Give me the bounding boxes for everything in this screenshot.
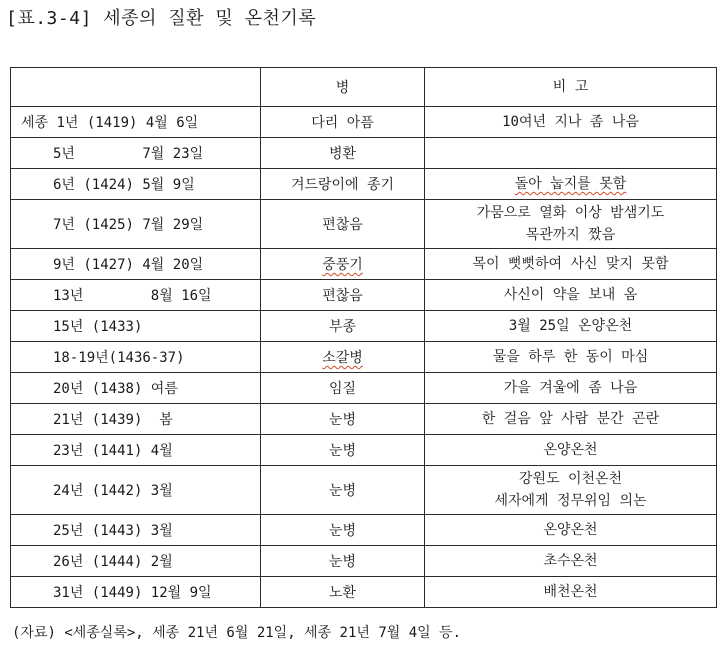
row-illness: 눈병 xyxy=(261,515,425,546)
row-note xyxy=(425,138,717,169)
table-row xyxy=(11,404,717,435)
row-date: 5년 7월 23일 xyxy=(11,138,261,169)
row-note xyxy=(425,280,717,311)
row-date: 6년 (1424) 5월 9일 xyxy=(11,169,261,200)
row-date: 15년 (1433) xyxy=(11,311,261,342)
row-date: 세종 1년 (1419) 4월 6일 xyxy=(11,107,261,138)
table-row xyxy=(11,311,717,342)
row-note-line: 돌아 눕지를 못함 xyxy=(514,176,627,192)
row-note-line: 10여년 지나 좀 나음 xyxy=(502,114,639,130)
row-note-line: 가뭄으로 열화 이상 밤샘기도 xyxy=(476,205,665,221)
table-caption: [표.3-4] 세종의 질환 및 온천기록 xyxy=(6,8,317,29)
table-row xyxy=(11,577,717,608)
row-date: 18-19년(1436-37) xyxy=(11,342,261,373)
table-row xyxy=(11,466,717,515)
row-date: 7년 (1425) 7월 29일 xyxy=(11,200,261,249)
header-illness: 병 xyxy=(261,68,425,107)
table-row xyxy=(11,546,717,577)
row-illness: 눈병 xyxy=(261,435,425,466)
row-illness: 병환 xyxy=(261,138,425,169)
row-date: 24년 (1442) 3월 xyxy=(11,466,261,515)
row-note xyxy=(425,169,717,200)
header-date xyxy=(11,68,261,107)
row-note xyxy=(425,404,717,435)
row-illness: 노환 xyxy=(261,577,425,608)
table-row xyxy=(11,373,717,404)
row-note xyxy=(425,466,717,515)
row-date: 21년 (1439) 봄 xyxy=(11,404,261,435)
header-note: 비 고 xyxy=(425,68,717,107)
row-illness: 다리 아픔 xyxy=(261,107,425,138)
row-illness: 부종 xyxy=(261,311,425,342)
row-date: 26년 (1444) 2월 xyxy=(11,546,261,577)
table-row xyxy=(11,200,717,249)
row-date: 25년 (1443) 3월 xyxy=(11,515,261,546)
row-note-line: 세자에게 정무위임 의논 xyxy=(494,493,647,509)
row-date: 9년 (1427) 4월 20일 xyxy=(11,249,261,280)
row-date: 13년 8월 16일 xyxy=(11,280,261,311)
row-note xyxy=(425,435,717,466)
row-note-line: 가을 겨울에 좀 나음 xyxy=(503,380,638,396)
row-note-line: 한 걸음 앞 사람 분간 곤란 xyxy=(481,411,660,427)
row-note-line: 목이 뻣뻣하여 사신 맞지 못함 xyxy=(472,256,669,272)
row-note-line: 목관까지 짰음 xyxy=(525,227,616,243)
row-illness-text: 소갈병 xyxy=(322,350,363,366)
row-date: 23년 (1441) 4월 xyxy=(11,435,261,466)
row-illness: 편찮음 xyxy=(261,200,425,249)
row-date: 20년 (1438) 여름 xyxy=(11,373,261,404)
row-note-line: 초수온천 xyxy=(543,553,598,569)
row-illness: 눈병 xyxy=(261,404,425,435)
table-row xyxy=(11,342,717,373)
row-note xyxy=(425,515,717,546)
row-illness: 편찮음 xyxy=(261,280,425,311)
row-illness-text: 중풍기 xyxy=(322,257,363,273)
row-note xyxy=(425,546,717,577)
table-row xyxy=(11,515,717,546)
row-note xyxy=(425,249,717,280)
row-note-line: 물을 하루 한 동이 마심 xyxy=(492,349,649,365)
table-row xyxy=(11,169,717,200)
table-row xyxy=(11,435,717,466)
source-note: (자료) <세종실록>, 세종 21년 6월 21일, 세종 21년 7월 4일 등. xyxy=(12,625,462,641)
row-note xyxy=(425,107,717,138)
table-row xyxy=(11,138,717,169)
row-date: 31년 (1449) 12월 9일 xyxy=(11,577,261,608)
row-note xyxy=(425,373,717,404)
row-illness: 겨드랑이에 종기 xyxy=(261,169,425,200)
row-note-line: 온양온천 xyxy=(543,442,598,458)
row-note-line: 3월 25일 온양온천 xyxy=(508,318,633,334)
row-note xyxy=(425,311,717,342)
table-row xyxy=(11,249,717,280)
table-header-row xyxy=(11,68,717,107)
row-note-line: 사신이 약을 보내 옴 xyxy=(503,287,638,303)
row-illness xyxy=(261,342,425,373)
row-note-line: 배천온천 xyxy=(543,584,598,600)
table-row xyxy=(11,107,717,138)
row-note xyxy=(425,342,717,373)
row-illness: 눈병 xyxy=(261,546,425,577)
row-illness: 눈병 xyxy=(261,466,425,515)
row-illness: 임질 xyxy=(261,373,425,404)
row-note xyxy=(425,577,717,608)
table-row xyxy=(11,280,717,311)
row-note xyxy=(425,200,717,249)
row-note-line: 강원도 이천온천 xyxy=(518,471,623,487)
illness-record-table xyxy=(10,67,717,608)
row-illness xyxy=(261,249,425,280)
row-note-line: 온양온천 xyxy=(543,522,598,538)
